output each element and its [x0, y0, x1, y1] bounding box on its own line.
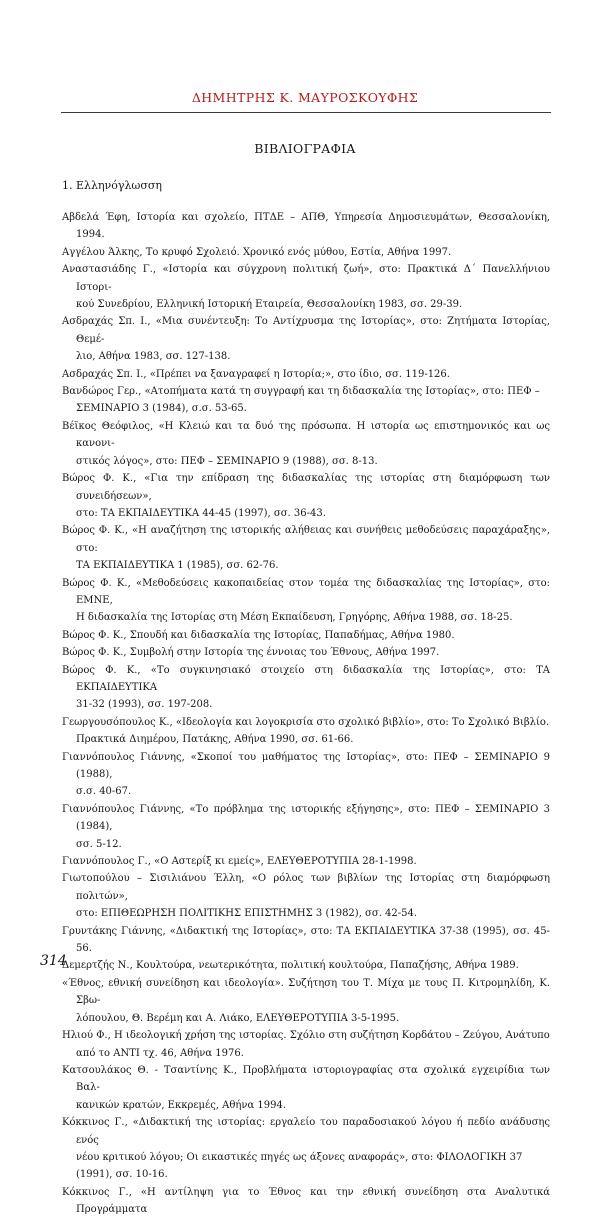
bibliography-entry: Βώρος Φ. Κ., Σπουδή και διδασκαλία της Ιστορίας, Παπαδήμας, Αθήνα 1980.	[62, 629, 455, 641]
page-number: 314	[40, 953, 67, 969]
bibliography-entry: Βέϊκος Θεόφιλος, «Η Κλειώ και τα δυό της πρόσωπα. Η ιστορία ως επιστημονικός και ως κανονι- στικός λόγος», στο: ΠΕΦ – ΣΕΜΙΝΑΡΙΟ 9 (1988), σσ. 8-13.	[62, 420, 550, 467]
bibliography-entry: Αγγέλου Άλκης, Το κρυφό Σχολειό. Χρονικό ενός μύθου, Εστία, Αθήνα 1997.	[62, 246, 452, 258]
bibliography-entry: Ηλιού Φ., Η ιδεολογική χρήση της ιστορίας. Σχόλιο στη συζήτηση Κορδάτου – Ζεύγου, Ανάτυπο από το ΑΝΤΙ τχ. 46, Αθήνα 1976.	[62, 1030, 550, 1059]
bibliography-entry: Γιαννόπουλος Γιάννης, «Σκοποί του μαθήματος της Ιστορίας», στο: ΠΕΦ – ΣΕΜΙΝΑΡΙΟ 9 (1988), σ.σ. 40-67.	[62, 751, 550, 798]
bibliography-entry: Βώρος Φ. Κ., «Η αναζήτηση της ιστορικής αλήθειας και συνήθεις μεθοδεύσεις παραχάραξης», στο: ΤΑ ΕΚΠΑΙΔΕΥΤΙΚΑ 1 (1985), σσ. 62-76.	[62, 525, 550, 572]
bibliography-entry: Κατσουλάκος Θ. - Τσαντίνης Κ., Προβλήματα ιστοριογραφίας στα σχολικά εγχειρίδια των Βαλ- κανικών κρατών, Εκκρεμές, Αθήνα 1994.	[62, 1064, 550, 1111]
header-rule	[61, 112, 551, 113]
section-title: ΒΙΒΛΙΟΓΡΑΦΙΑ	[254, 141, 356, 156]
bibliography-entry: Βώρος Φ. Κ., «Το συγκινησιακό στοιχείο στη διδασκαλία της Ιστορίας», στο: ΤΑ ΕΚΠΑΙΔΕΥΤΙΚΑ 31-32 (1993), σσ. 197-208.	[62, 664, 550, 711]
bibliography-entry: Αβδελά Έφη, Ιστορία και σχολείο, ΠΤΔΕ – ΑΠΘ, Υπηρεσία Δημοσιευμάτων, Θεσσαλονίκη, 1994.	[62, 212, 550, 241]
bibliography-entry: Γρυντάκης Γιάννης, «Διδακτική της Ιστορίας», στο: ΤΑ ΕΚΠΑΙΔΕΥΤΙΚΑ 37-38 (1995), σσ. 45-56.	[62, 925, 550, 955]
bibliography-entry: Αναστασιάδης Γ., «Ιστορία και σύγχρονη πολιτική ζωή», στο: Πρακτικά Δ΄ Πανελλήνιου Ιστορι- κού Συνεδρίου, Ελληνική Ιστορική Εταιρεία, Θεσσαλονίκη 1983, σσ. 29-39.	[62, 264, 550, 311]
bibliography-list	[62, 209, 550, 1219]
bibliography-entry: Βανδώρος Γερ., «Ατοπήματα κατά τη συγγραφή και τη διδασκαλία της Ιστορίας», στο: ΠΕΦ – ΣΕΜΙΝΑΡΙΟ 3 (1984), σ.σ. 53-65.	[62, 386, 540, 415]
bibliography-entry: Δεμερτζής Ν., Κουλτούρα, νεωτερικότητα, πολιτική κουλτούρα, Παπαζήσης, Αθήνα 1989.	[62, 960, 519, 972]
bibliography-entry: Γιαννόπουλος Γιάννης, «Το πρόβλημα της ιστορικής εξήγησης», στο: ΠΕΦ – ΣΕΜΙΝΑΡΙΟ 3 (1984), σσ. 5-12.	[62, 803, 550, 850]
bibliography-entry: Ασδραχάς Σπ. Ι., «Μια συνέντευξη: Το Αντίχρυσμα της Ιστορίας», στο: Ζητήματα Ιστορίας, Θεμέ- λιο, Αθήνα 1983, σσ. 127-138.	[62, 316, 550, 363]
bibliography-entry: Γεωργουσόπουλος Κ., «Ιδεολογία και λογοκρισία στο σχολικό βιβλίο», στο: Το Σχολικό Βιβλίο. Πρακτικά Διημέρου, Πατάκης, Αθήνα 1990, σσ. 61-66.	[62, 716, 550, 746]
bibliography-entry: Βώρος Φ. Κ., «Για την επίδραση της διδασκαλίας της ιστορίας στη διαμόρφωση των συνειδήσεων», στο: ΤΑ ΕΚΠΑΙΔΕΥΤΙΚΑ 44-45 (1997), σσ. 36-43.	[62, 473, 550, 519]
bibliography-entry: Βώρος Φ. Κ., Συμβολή στην Ιστορία της έννοιας του Έθνους, Αθήνα 1997.	[62, 647, 440, 659]
bibliography-entry: Γιωτοπούλου – Σισιλιάνου Έλλη, «Ο ρόλος των βιβλίων της Ιστορίας στη διαμόρφωση πολιτών», στο: ΕΠΙΘΕΩΡΗΣΗ ΠΟΛΙΤΙΚΗΣ ΕΠΙΣΤΗΜΗΣ 3 (1982), σσ. 42-54.	[62, 873, 550, 920]
bibliography-entry: Γιαννόπουλος Γ., «Ο Αστερίξ κι εμείς», ΕΛΕΥΘΕΡΟΤΥΠΙΑ 28-1-1998.	[62, 856, 417, 868]
bibliography-entry: Κόκκινος Γ., «Η αντίληψη για το Έθνος και την εθνική συνείδηση στα Αναλυτικά Προγράμματα	[62, 1186, 550, 1216]
bibliography-entry: Ασδραχάς Σπ. Ι., «Πρέπει να ξαναγραφεί η Ιστορία;», στο ίδιο, σσ. 119-126.	[62, 368, 450, 380]
running-head: ΔΗΜΗΤΡΗΣ Κ. ΜΑΥΡΟΣΚΟΥΦΗΣ	[191, 90, 419, 105]
bibliography-entry: Βώρος Φ. Κ., «Μεθοδεύσεις κακοπαιδείας στον τομέα της διδασκαλίας της Ιστορίας», στο: ΕΜΝΕ, Η διδασκαλία της Ιστορίας στη Μέση Εκπαίδευση, Γρηγόρης, Αθήνα 1988, σσ. 18-25.	[62, 577, 550, 624]
bibliography-entry: Κόκκινος Γ., «Διδακτική της ιστορίας: εργαλείο του παραδοσιακού λόγου ή πεδίο ανάδυσης ενός νέου κριτικού λόγου; Οι εικαστικές πηγές ως άξονες αναφοράς», στο: ΦΙΛΟΛΟΓΙΚΗ 37 (1991), σσ. 10-16.	[62, 1117, 550, 1181]
bibliography-entry: «Έθνος, εθνική συνείδηση και ιδεολογία». Συζήτηση του Τ. Μίχα με τους Π. Κιτρομηλίδη, Κ. Σβω- λόπουλου, Θ. Βερέμη και Α. Λιάκο, ΕΛΕΥΘΕΡΟΤΥΠΙΑ 3-5-1995.	[62, 977, 550, 1024]
subsection-heading: 1. Ελληνόγλωσση	[62, 179, 162, 192]
